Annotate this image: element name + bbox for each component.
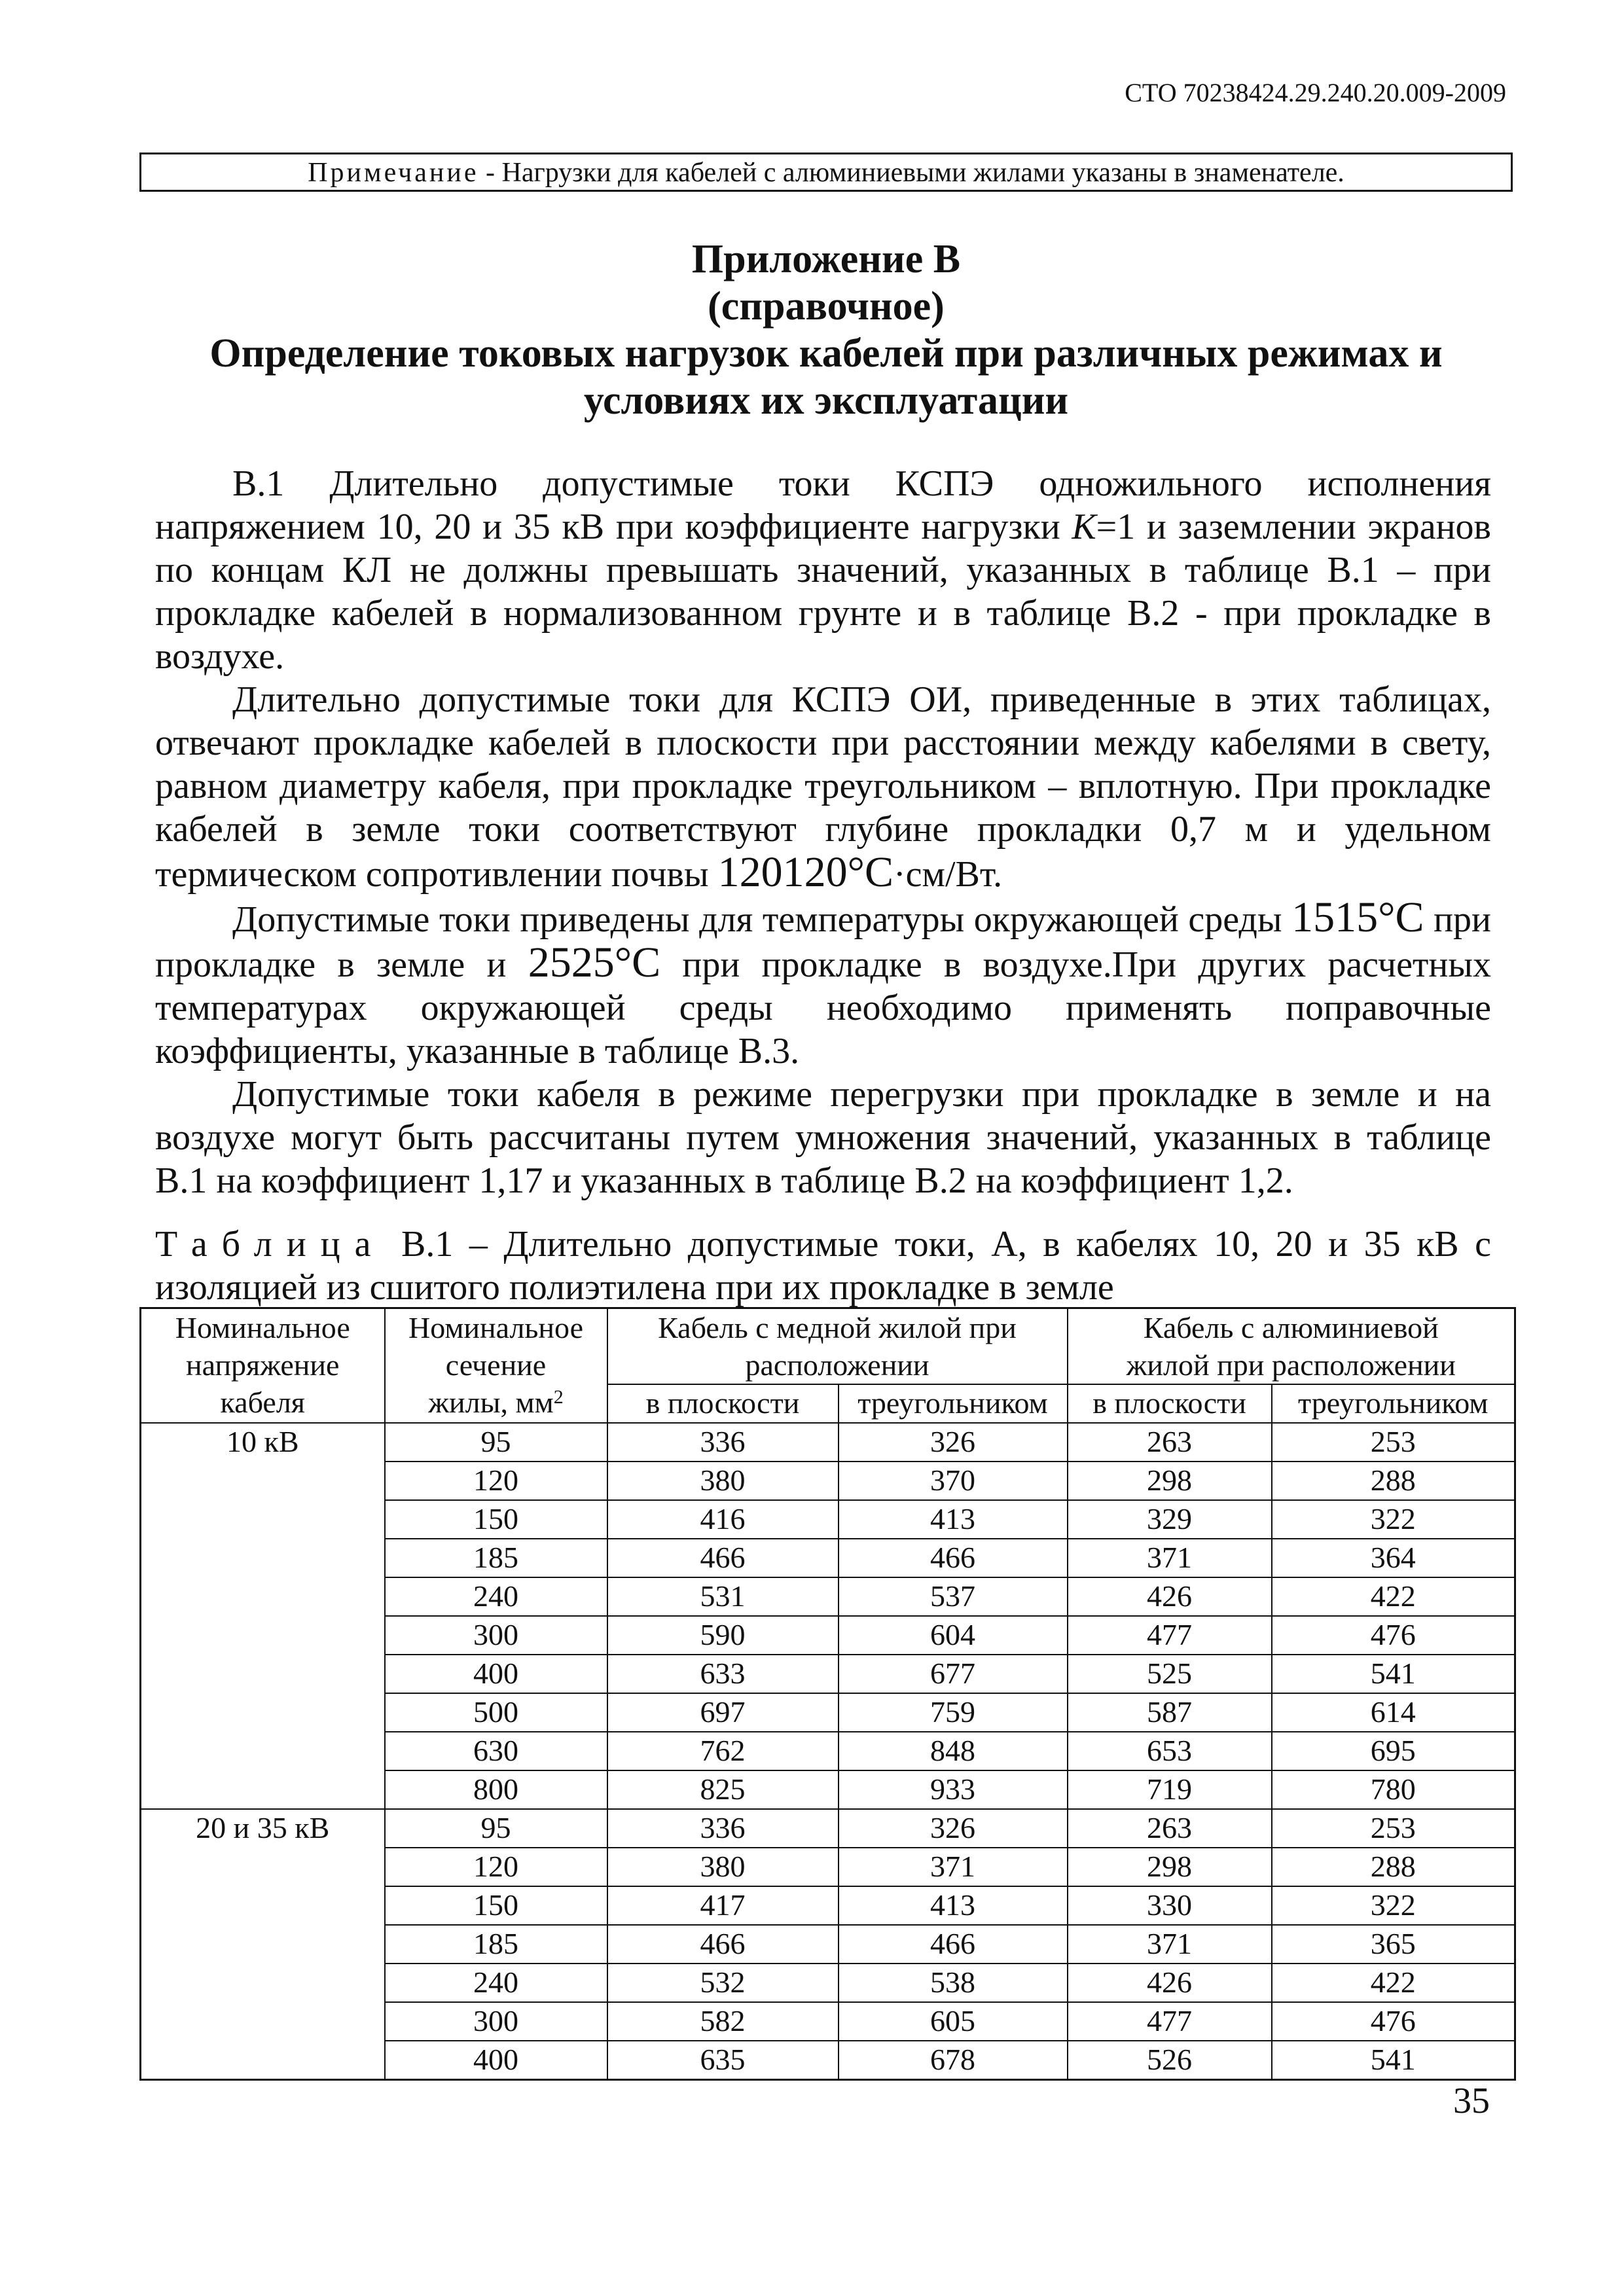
current-cell: 263 xyxy=(1068,1809,1272,1848)
current-cell: 605 xyxy=(839,2002,1068,2041)
current-cell: 541 xyxy=(1272,2041,1515,2080)
table-row xyxy=(141,1423,1515,1462)
current-cell: 364 xyxy=(1272,1539,1515,1577)
current-cell: 330 xyxy=(1068,1886,1272,1925)
section-cell: 240 xyxy=(385,1577,607,1616)
section-cell: 630 xyxy=(385,1732,607,1770)
document-code: СТО 70238424.29.240.20.009-2009 xyxy=(1125,78,1506,107)
current-cell: 762 xyxy=(607,1732,839,1770)
section-cell: 300 xyxy=(385,2002,607,2041)
current-cell: 422 xyxy=(1272,1964,1515,2002)
current-cell: 371 xyxy=(839,1848,1068,1886)
current-cell: 380 xyxy=(607,1848,839,1886)
section-cell: 240 xyxy=(385,1964,607,2002)
current-cell: 653 xyxy=(1068,1732,1272,1770)
current-cell: 413 xyxy=(839,1886,1068,1925)
section-cell: 150 xyxy=(385,1886,607,1925)
header-copper: Кабель с медной жилой при расположении xyxy=(607,1308,1068,1385)
air-temperature: 2525°С xyxy=(528,939,661,986)
current-cell: 537 xyxy=(839,1577,1068,1616)
current-cell: 590 xyxy=(607,1616,839,1655)
current-cell: 825 xyxy=(607,1770,839,1809)
note-text: - Нагрузки для кабелей с алюминиевыми жилами указаны в знаменателе. xyxy=(478,158,1344,188)
voltage-cell: 20 и 35 кВ xyxy=(141,1809,385,2080)
header-section: Номинальное сечение жилы, $мм^2$ xyxy=(385,1308,607,1424)
current-cell: 298 xyxy=(1068,1848,1272,1886)
current-cell: 371 xyxy=(1068,1925,1272,1964)
current-cell: 614 xyxy=(1272,1693,1515,1732)
coefficient-k: К xyxy=(1072,507,1096,547)
section-cell: 400 xyxy=(385,2041,607,2080)
section-cell: 150 xyxy=(385,1500,607,1539)
current-cell: 416 xyxy=(607,1500,839,1539)
section-cell: 400 xyxy=(385,1655,607,1693)
section-cell: 500 xyxy=(385,1693,607,1732)
current-cell: 587 xyxy=(1068,1693,1272,1732)
current-cell: 477 xyxy=(1068,1616,1272,1655)
current-cell: 253 xyxy=(1272,1423,1515,1462)
current-cell: 525 xyxy=(1068,1655,1272,1693)
current-cell: 263 xyxy=(1068,1423,1272,1462)
current-cell: 413 xyxy=(839,1500,1068,1539)
current-cell: 336 xyxy=(607,1423,839,1462)
current-cell: 848 xyxy=(839,1732,1068,1770)
header-copper-trefoil: треугольником xyxy=(839,1384,1068,1423)
header-aluminium-trefoil: треугольником xyxy=(1272,1384,1515,1423)
current-cell: 476 xyxy=(1272,2002,1515,2041)
current-cell: 288 xyxy=(1272,1462,1515,1500)
current-cell: 426 xyxy=(1068,1964,1272,2002)
section-cell: 95 xyxy=(385,1809,607,1848)
appendix-heading-line1: Определение токовых нагрузок кабелей при различных режимах и xyxy=(209,331,1443,376)
section-cell: 120 xyxy=(385,1848,607,1886)
appendix-heading-line2: условиях их эксплуатации xyxy=(583,378,1069,423)
current-cell: 322 xyxy=(1272,1500,1515,1539)
note-box xyxy=(139,152,1513,192)
current-cell: 380 xyxy=(607,1462,839,1500)
paragraph-temperature: Допустимые токи приведены для температуры окружающей среды 1515°С при прокладке в земле и 2525°С при прокладке в воздухе.При других расчетных температурах окружающей среды необходимо применять поправочные коэффициенты, указанные в таблице В.3. xyxy=(155,893,1492,1071)
current-cell: 326 xyxy=(839,1423,1068,1462)
thermal-resistance-value: 120120°С xyxy=(717,848,893,896)
section-cell: 800 xyxy=(385,1770,607,1809)
current-cell: 695 xyxy=(1272,1732,1515,1770)
current-cell: 329 xyxy=(1068,1500,1272,1539)
current-cell: 326 xyxy=(839,1809,1068,1848)
table-caption-label: Таблица xyxy=(155,1224,386,1265)
paragraph-b1: В.1 Длительно допустимые токи КСПЭ одножильного исполнения напряжением 10, 20 и 35 кВ при коэффициенте нагрузки К=1 и заземлении экранов по концам КЛ не должны превышать значений, указанных в таблице В.1 – при прокладке кабелей в нормализованном грунте и в таблице В.2 - при прокладке в воздухе. xyxy=(155,463,1491,677)
current-cell: 531 xyxy=(607,1577,839,1616)
header-voltage: Номинальное напряжение кабеля xyxy=(141,1308,385,1424)
header-aluminium: Кабель с алюминиевой жилой при расположении xyxy=(1068,1308,1515,1385)
current-cell: 422 xyxy=(1272,1577,1515,1616)
current-cell: 604 xyxy=(839,1616,1068,1655)
current-cell: 371 xyxy=(1068,1539,1272,1577)
current-cell: 253 xyxy=(1272,1809,1515,1848)
appendix-title: Приложение В xyxy=(691,237,961,281)
current-cell: 298 xyxy=(1068,1462,1272,1500)
current-cell: 719 xyxy=(1068,1770,1272,1809)
current-cell: 288 xyxy=(1272,1848,1515,1886)
current-cell: 780 xyxy=(1272,1770,1515,1809)
note-label: Примечание xyxy=(308,158,479,188)
header-copper-flat: в плоскости xyxy=(607,1384,839,1423)
current-cell: 466 xyxy=(607,1539,839,1577)
current-cell: 365 xyxy=(1272,1925,1515,1964)
current-cell: 538 xyxy=(839,1964,1068,2002)
current-cell: 697 xyxy=(607,1693,839,1732)
paragraph-overload: Допустимые токи кабеля в режиме перегрузки при прокладке в земле и на воздухе могут быть рассчитаны путем умножения значений, указанных в таблице В.1 на коэффициент 1,17 и указанных в таблице В.2 на коэффициент 1,2. xyxy=(155,1074,1491,1201)
body-text xyxy=(155,462,1491,1202)
voltage-cell: 10 кВ xyxy=(141,1423,385,1809)
current-cell: 678 xyxy=(839,2041,1068,2080)
appendix-subtitle: (справочное) xyxy=(708,284,945,329)
current-cell: 476 xyxy=(1272,1616,1515,1655)
section-cell: 185 xyxy=(385,1539,607,1577)
current-cell: 370 xyxy=(839,1462,1068,1500)
current-cell: 582 xyxy=(607,2002,839,2041)
current-cell: 322 xyxy=(1272,1886,1515,1925)
current-cell: 336 xyxy=(607,1809,839,1848)
current-cell: 466 xyxy=(607,1925,839,1964)
table-caption: Таблица В.1 – Длительно допустимые токи, А, в кабелях 10, 20 и 35 кВ с изоляцией из сшитого полиэтилена при их прокладке в земле xyxy=(155,1224,1491,1308)
current-cell: 633 xyxy=(607,1655,839,1693)
current-cell: 466 xyxy=(839,1925,1068,1964)
section-cell: 300 xyxy=(385,1616,607,1655)
table-caption-line2: изоляцией из сшитого полиэтилена при их прокладке в земле xyxy=(155,1267,1114,1308)
current-cell: 635 xyxy=(607,2041,839,2080)
current-cell: 426 xyxy=(1068,1577,1272,1616)
current-cell: 933 xyxy=(839,1770,1068,1809)
section-cell: 120 xyxy=(385,1462,607,1500)
ground-temperature: 1515°С xyxy=(1291,893,1424,941)
current-cell: 477 xyxy=(1068,2002,1272,2041)
table-row xyxy=(141,1809,1515,1848)
current-cell: 466 xyxy=(839,1539,1068,1577)
currents-table xyxy=(139,1307,1516,2081)
current-cell: 532 xyxy=(607,1964,839,2002)
current-cell: 759 xyxy=(839,1693,1068,1732)
paragraph-currents: Длительно допустимые токи для КСПЭ ОИ, приведенные в этих таблицах, отвечают прокладке кабелей в плоскости при расстоянии между кабелями в свету, равном диаметру кабеля, при прокладке треугольником – вплотную. При прокладке кабелей в земле токи соответствуют глубине прокладки 0,7 м и удельном термическом сопротивлении почвы 120120°С·см/Вт. xyxy=(155,679,1491,896)
header-aluminium-flat: в плоскости xyxy=(1068,1384,1272,1423)
current-cell: 526 xyxy=(1068,2041,1272,2080)
section-cell: 95 xyxy=(385,1423,607,1462)
current-cell: 541 xyxy=(1272,1655,1515,1693)
page-number: 35 xyxy=(1453,2081,1490,2121)
current-cell: 677 xyxy=(839,1655,1068,1693)
current-cell: 417 xyxy=(607,1886,839,1925)
section-cell: 185 xyxy=(385,1925,607,1964)
